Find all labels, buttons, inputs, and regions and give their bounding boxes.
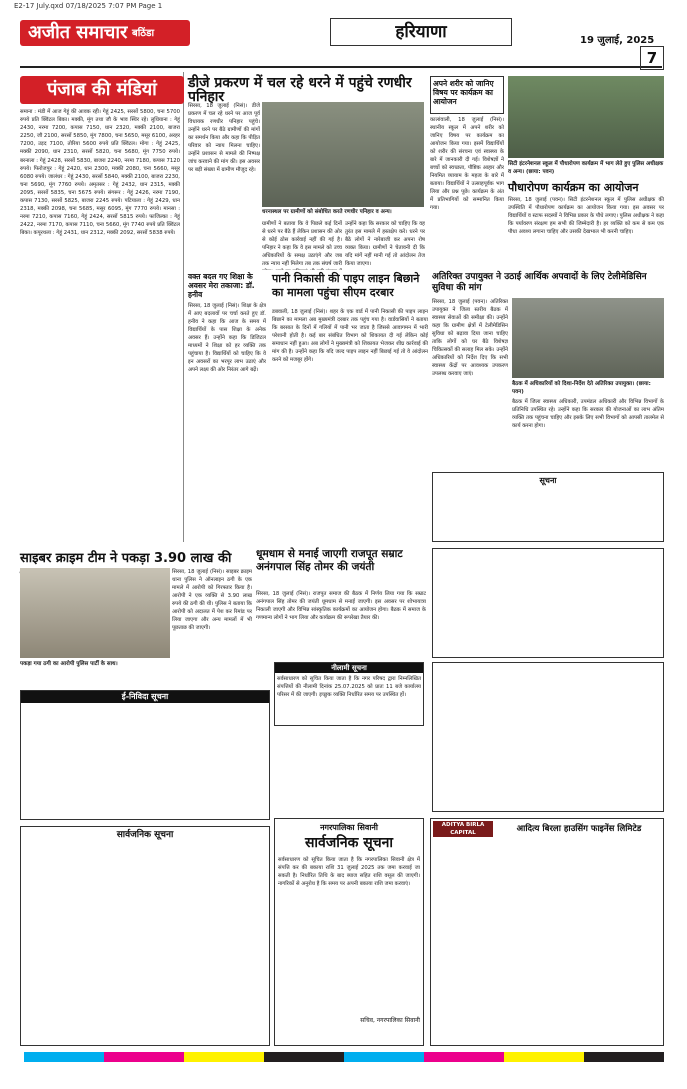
aditya-birla-logo: ADITYA BIRLA CAPITAL	[433, 821, 493, 837]
tender-ad-title: ई-निविदा सूचना	[21, 691, 269, 703]
mandi-rates-text: समाना : मंडी में आज गेहूं की आवक रही। गेहूं 2425, सरसों 5800, चना 5700 रुपये प्रति क्विंटल बिका। मक्की, मूंग तथा जौ के भाव स्थिर रहे। लुधियाना : गेहूं 2430, नरमा 7200, कपास 7150, धान 2320, मक्की 2100, बाजरा 2250, जौ 2100, सरसों 5850, मूंग 7800, चना 5650, मसूर 6100, अरहर 7200, उड़द 7100, तोरिया 5600 रुपये प्रति क्विंटल। मोगा : गेहूं 2425, मक्की 2090, धान 2310, सरसों 5820, चना 5680, मूंग 7750 रुपये। बरनाला : गेहूं 2428, सरसों 5830, बाजरा 2240, नरमा 7180, कपास 7120 रुपये। फिरोजपुर : गेहूं 2420, धान 2300, मक्की 2080, चना 5660, मसूर 6080 रुपये। जालंधर : गेहूं 2430, सरसों 5840, मक्की 2100, बाजरा 2230, चना 5690, मूंग 7760 रुपये। अमृतसर : गेहूं 2432, धान 2315, मक्की 2095, सरसों 5835, चना 5675 रुपये। संगरूर : गेहूं 2426, नरमा 7190, कपास 7130, सरसों 5825, बाजरा 2245 रुपये। पटियाला : गेहूं 2429, धान 2318, मक्की 2098, चना 5685, मसूर 6095, मूंग 7770 रुपये। मानसा : नरमा 7210, कपास 7160, गेहूं 2424, सरसों 5815 रुपये। फाजिल्का : गेहूं 2422, नरमा 7170, कपास 7110, चना 5660, मूंग 7740 रुपये प्रति क्विंटल बिका। कपूरथला : गेहूं 2431, धान 2312, मक्की 2092, सरसों 5838 रुपये।	[20, 109, 180, 237]
tomar-jayanti-text: सिरसा, 18 जुलाई (निसं)। राजपूत समाज की बैठक में निर्णय लिया गया कि सम्राट अनंगपाल सिंह तोमर की जयंती धूमधाम से मनाई जाएगी। इस अवसर पर शोभायात्रा निकाली जाएगी और विभिन्न सांस्कृतिक कार्यक्रमों का आयोजन होगा। बैठक में समाज के गणमान्य लोगों ने भाग लिया और कार्यक्रम की रूपरेखा तैयार की।	[256, 591, 426, 621]
right-bottom-ad-1	[432, 548, 664, 658]
cyber-crime-photo-caption: पकड़ा गया ठगी का आरोपी पुलिस पार्टी के साथ।	[20, 661, 118, 667]
nagarpalika-ad-text: सर्वसाधारण को सूचित किया जाता है कि नगरपालिका सिवानी क्षेत्र में संपत्ति कर की बकाया राशि 31 जुलाई 2025 तक जमा करवाई जा सकती है। निर्धारित तिथि के बाद ब्याज सहित राशि वसूल की जाएगी। नागरिकों से अनुरोध है कि समय पर अपनी बकाया राशि जमा करवाएं।	[278, 857, 420, 887]
public-notice-left	[20, 826, 270, 1046]
pipeline-text: डबवाली, 18 जुलाई (निसं)। शहर के एक वार्ड में पानी निकासी की पाइप लाइन बिछाने का मामला अब मुख्यमंत्री दरबार तक पहुंच गया है। वार्डवासियों ने बताया कि बरसात के दिनों में गलियों में पानी भर जाता है जिससे आवागमन में भारी परेशानी होती है। कई बार संबंधित विभाग को शिकायत दी गई लेकिन कोई समाधान नहीं हुआ। अब लोगों ने मुख्यमंत्री को शिकायत भेजकर शीघ्र कार्रवाई की मांग की है। उन्होंने कहा कि यदि जल्द पाइप लाइन नहीं बिछाई गई तो वे आंदोलन करने को मजबूर होंगे।	[272, 309, 428, 363]
pipeline-headline: पानी निकासी की पाइप लाइन बिछाने का मामला पहुंचा सीएम दरबार	[272, 272, 420, 299]
top-story-photo-caption: धरनास्थल पर ग्रामीणों को संबोधित करते रणधीर पनिहार व अन्य।	[262, 209, 392, 215]
edition-name: बठिंडा	[132, 28, 155, 39]
top-story-text-col3: उन्होंने कहा कि सरकार को चाहिए कि वह तुरंत इस मामले में हस्तक्षेप करे। धरने पर बैठे लोगों ने नारेबाजी कर अपना रोष व्यक्त किया। ग्रामीणों ने चेतावनी दी कि यदि मांगें नहीं मानी गईं तो आंदोलन तेज किया जाएगा।	[345, 221, 425, 267]
plantation-photo	[508, 76, 664, 158]
body-awareness-text: कालांवाली, 18 जुलाई (निसं)। स्थानीय स्कूल में अपने शरीर को जानिए विषय पर कार्यक्रम का आयोजन किया गया। इसमें विद्यार्थियों को शरीर की संरचना एवं स्वास्थ्य के बारे में जानकारी दी गई। विशेषज्ञों ने बच्चों को स्वच्छता, पौष्टिक आहार और नियमित व्यायाम के महत्व के बारे में बताया। विद्यार्थियों ने उत्साहपूर्वक भाग लिया और प्रश्न पूछे। कार्यक्रम के अंत में प्रतिभागियों को सम्मानित किया गया।	[430, 117, 504, 211]
cyber-crime-text: सिरसा, 18 जुलाई (निसं)। साइबर क्राइम थाना पुलिस ने ऑनलाइन ठगी के एक मामले में आरोपी को गिरफ्तार किया है। आरोपी ने एक व्यक्ति से 3.90 लाख रुपये की ठगी की थी। पुलिस ने बताया कि आरोपी को अदालत में पेश कर रिमांड पर लिया जाएगा और अन्य मामलों में भी पूछताछ की जाएगी।	[172, 569, 252, 631]
tender-ad	[20, 690, 270, 820]
top-story-text-col1: सिरसा, 18 जुलाई (निसं)। डीजे प्रकरण में चल रहे धरने पर आज पूर्व विधायक रणधीर पनिहार पहुंचे। उन्होंने धरने पर बैठे ग्रामीणों की मांगों का समर्थन किया और कहा कि पीड़ित परिवार को न्याय मिलना चाहिए। उन्होंने प्रशासन से मामले की निष्पक्ष जांच करवाने की मांग की। इस अवसर पर बड़ी संख्या में ग्रामीण मौजूद रहे।	[188, 103, 260, 173]
telemedicine-photo-caption: बैठक में अधिकारियों को दिशा-निर्देश देते अतिरिक्त उपायुक्त। (छाया: पवन)	[512, 381, 651, 395]
paper-name: अजीत समाचार	[28, 22, 128, 43]
top-story-text-col2: ग्रामीणों ने बताया कि वे पिछले कई दिनों से धरने पर बैठे हैं लेकिन प्रशासन की ओर से कोई ठोस कार्रवाई नहीं की गई है। पनिहार ने कहा कि वे इस मामले को उच्च अधिकारियों के समक्ष उठाएंगे और जब तक न्याय नहीं मिलेगा तब तक संघर्ष जारी	[262, 221, 342, 267]
cyber-crime-photo	[20, 568, 170, 658]
education-text: सिरसा, 18 जुलाई (निसं)। शिक्षा के क्षेत्र में आए बदलावों पर चर्चा करते हुए डॉ. हनीव ने कहा कि आज के समय में विद्यार्थियों के पास शिक्षा के अनेक अवसर हैं। उन्होंने कहा कि डिजिटल माध्यमों ने शिक्षा को हर व्यक्ति तक पहुंचाया है। विद्यार्थियों को चाहिए कि वे इन अवसरों का भरपूर लाभ उठाएं और अपने लक्ष्य की ओर निरंतर आगे बढ़ें।	[188, 303, 266, 373]
auction-notice-title: नीलामी सूचना	[275, 663, 423, 673]
issue-date: 19 जुलाई, 2025	[580, 35, 655, 46]
aditya-birla-title: आदित्य बिरला हाउसिंग फाइनेंस लिमिटेड	[516, 824, 642, 834]
section-title: हरियाणा	[330, 18, 512, 46]
nagarpalika-ad-sign: सचिव, नगरपालिका सिवानी	[360, 1017, 420, 1024]
public-notice-left-title: सार्वजनिक सूचना	[116, 830, 174, 840]
plantation-text: सिरसा, 18 जुलाई (पवन)। सिटी इंटरनेशनल स्कूल में पुलिस अधीक्षक की उपस्थिति में पौधारोपण कार्यक्रम का आयोजन किया गया। इस अवसर पर विद्यार्थियों व स्टाफ सदस्यों ने विभिन्न प्रकार के पौधे लगाए। पुलिस अधीक्षक ने कहा कि पर्यावरण संरक्षण हम सभी की जिम्मेदारी है। हर व्यक्ति को कम से कम एक पौधा अवश्य लगाना चाहिए और उसकी देखभाल भी करनी चाहिए।	[508, 197, 664, 235]
auction-notice-text: सर्वसाधारण को सूचित किया जाता है कि नगर परिषद द्वारा निम्नलिखित संपत्तियों की नीलामी दिनांक 25.07.2025 को प्रातः 11 बजे कार्यालय परिसर में की जाएगी। इच्छुक व्यक्ति निर्धारित समय पर उपस्थित हों।	[277, 676, 421, 698]
telemedicine-headline: अतिरिक्त उपायुक्त ने उठाई आर्थिक अपवादों के लिए टेलीमेडिसिन सुविधा की मांग	[432, 272, 647, 293]
body-awareness-headline-box	[430, 76, 504, 114]
plantation-photo-caption: सिटी इंटरनेशनल स्कूल में पौधारोपण कार्यक्रम में भाग लेते हुए पुलिस अधीक्षक व अन्य। (छाया: पवन)	[508, 161, 664, 175]
notice-ad-right-title: सूचना	[539, 476, 557, 485]
plantation-headline: पौधारोपण कार्यक्रम का आयोजन	[508, 181, 639, 194]
top-story-headline: डीजे प्रकरण में चल रहे धरने में पहुंचे रणधीर पनिहार	[188, 75, 412, 105]
page-number: 7	[640, 46, 664, 70]
education-headline: वक्त बदल गए शिक्षा के अवसर मेरा तकाजा: डॉ. हनीव	[188, 272, 255, 299]
print-color-bar	[24, 1052, 664, 1062]
mandi-rates-column	[20, 72, 184, 542]
nagarpalika-ad	[274, 818, 424, 1046]
auction-notice	[274, 662, 424, 726]
nagarpalika-ad-title: नगरपालिका सिवानी	[320, 823, 378, 832]
print-slug: E2-17 July.qxd 07/18/2025 7:07 PM Page 1	[14, 2, 163, 10]
notice-ad-right	[432, 472, 664, 542]
paper-logo	[20, 20, 190, 46]
masthead	[20, 16, 662, 68]
right-bottom-ad-2	[432, 662, 664, 812]
aditya-birla-ad	[430, 818, 664, 1046]
nagarpalika-ad-subtitle: सार्वजनिक सूचना	[304, 835, 394, 851]
tomar-jayanti-headline: धूमधाम से मनाई जाएगी राजपूत सम्राट अनंगपाल सिंह तोमर की जयंती	[256, 548, 403, 573]
telemedicine-text: सिरसा, 18 जुलाई (पवन)। अतिरिक्त उपायुक्त ने जिला स्तरीय बैठक में स्वास्थ्य सेवाओं की समीक्षा की। उन्होंने कहा कि ग्रामीण क्षेत्रों में टेलीमेडिसिन सुविधा को बढ़ावा दिया जाना चाहिए ताकि लोगों को घर बैठे विशेषज्ञ चिकित्सकों की सलाह मिल सके। उन्होंने अधिकारियों को निर्देश दिए कि सभी स्वास्थ्य केंद्रों पर आवश्यक उपकरण उपलब्ध करवाए जाएं।	[432, 299, 508, 377]
cyber-crime-headline: साइबर क्राइम टीम ने पकड़ा 3.90 लाख की	[20, 551, 232, 566]
telemedicine-photo	[512, 298, 664, 378]
mandi-rates-title: पंजाब की मंडियां	[20, 76, 184, 104]
body-awareness-headline: अपने शरीर को जानिए विषय पर कार्यक्रम का आयोजन	[433, 79, 494, 106]
telemedicine-text-2: बैठक में जिला स्वास्थ्य अधिकारी, उपमंडल अधिकारी और विभिन्न विभागों के प्रतिनिधि उपस्थित रहे। उन्होंने कहा कि सरकार की योजनाओं का लाभ अंतिम व्यक्ति तक पहुंचना चाहिए और इसके लिए सभी विभागों को आपसी तालमेल से कार्य करना होगा।	[512, 399, 664, 429]
top-story-photo	[262, 102, 424, 207]
